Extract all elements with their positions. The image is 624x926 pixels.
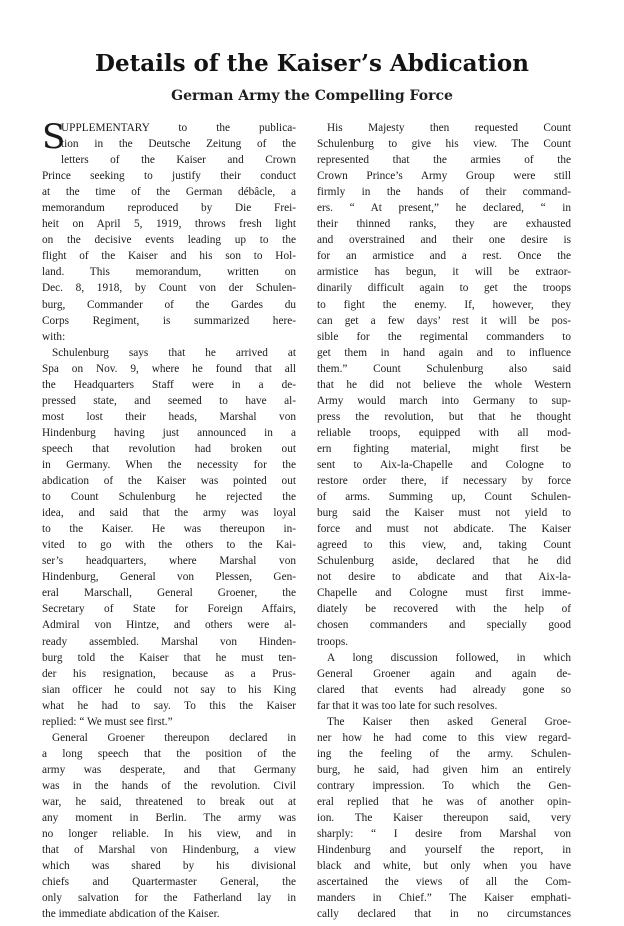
text-line: heit on April 5, 1919, throws fresh light — [42, 218, 296, 231]
text-line: what he had to say. To this the Kaiser — [42, 699, 296, 712]
text-line: restore order there, if necessary by force — [317, 475, 571, 488]
text-line: them.” Count Schulenburg also said — [317, 362, 571, 375]
text-line: replied: “ We must see first.” — [42, 715, 173, 728]
text-line: reliable troops, equipped with all mod- — [317, 426, 571, 439]
text-line: to the Kaiser. He was thereupon in- — [42, 523, 296, 536]
text-line: General Groener again and again de- — [317, 667, 571, 680]
text-line: Prince seeking to justify their conduct — [42, 170, 296, 183]
text-line: firmly in the hands of their command- — [317, 186, 571, 199]
text-line: pressed state, and seemed to have al- — [42, 394, 296, 407]
text-line: A long discussion followed, in which — [327, 651, 571, 664]
text-line: any moment in Berlin. The army was — [42, 812, 296, 825]
text-line: most lost their heads, Marshal von — [42, 410, 296, 423]
text-line: in Germany. When the necessity for the — [42, 458, 296, 471]
text-line: land. This memorandum, written on — [42, 266, 296, 279]
text-line: Corps Regiment, is summarized here- — [42, 314, 296, 327]
text-line: Admiral von Hintze, and others were al- — [42, 619, 296, 632]
text-line: press the revolution, but that he thought — [317, 410, 571, 423]
text-line: war, he said, threatened to break out at — [42, 795, 296, 808]
text-line: Hindenburg, General von Plessen, Gen- — [42, 571, 296, 584]
text-line: Crown Prince’s Army Group were still — [317, 170, 571, 183]
text-line: Secretary of State for Foreign Affairs, — [42, 603, 296, 616]
text-line: contrary impression. To which the Gen- — [317, 779, 571, 792]
text-line: get them in hand again and to influence — [317, 346, 571, 359]
text-line: idea, and said that the army was loyal — [42, 507, 296, 520]
text-line: burg told the Kaiser that he must ten- — [42, 651, 296, 664]
text-line: sian officer he could not say to his King — [42, 683, 296, 696]
text-line: Chapelle and Cologne must first imme- — [317, 587, 571, 600]
text-line: was in the hands of the revolution. Civil — [42, 779, 296, 792]
text-line: memorandum reproduced by Die Frei- — [42, 202, 296, 215]
text-line: their thinned ranks, they are exhausted — [317, 218, 571, 231]
text-line: Schulenburg aside, declared that he did — [317, 555, 571, 568]
text-line: with: — [42, 330, 66, 343]
text-line: represented that the armies of the — [317, 154, 571, 167]
text-line: of arms. Summing up, Count Schulen- — [317, 491, 571, 504]
left-column — [42, 117, 296, 922]
text-line: ascertained the views of all the Com- — [317, 876, 571, 889]
text-line: ready assembled. Marshal von Hinden- — [42, 635, 296, 648]
text-line: to fight the enemy. If, however, they — [317, 298, 571, 311]
text-line: black and white, but only when you have — [317, 860, 571, 873]
text-line: diately be recovered with the help of — [317, 603, 571, 616]
text-line: chiefs and Quartermaster General, the — [42, 876, 296, 889]
text-line: Hindenburg having just announced in a — [42, 426, 296, 439]
text-line: ner how he had come to this view regard- — [317, 731, 571, 744]
text-line: der his resignation, because as a Prus- — [42, 667, 296, 680]
text-line: letters of the Kaiser and Crown — [61, 154, 296, 167]
text-line: eral Marschall, General Groener, the — [42, 587, 296, 600]
text-line: on the decisive events leading up to the — [42, 234, 296, 247]
text-line: manders in Chief.” The Kaiser emphati- — [317, 892, 571, 905]
text-line: ser’s headquarters, where Marshal von — [42, 555, 296, 568]
article-title: Details of the Kaiser’s Abdication — [95, 50, 529, 77]
text-line: dinarily difficult again to get the troops — [317, 282, 571, 295]
text-line: at the time of the German débâcle, a — [42, 186, 296, 199]
text-line: sible for the regimental commanders to — [317, 330, 571, 343]
text-line: ion. The Kaiser thereupon said, very — [317, 812, 571, 825]
text-line: troops. — [317, 635, 349, 648]
text-line: Army would march into Germany to sup- — [317, 394, 571, 407]
text-line: Schulenburg to give his view. The Count — [317, 138, 571, 151]
text-line: armistice has begun, it will be extraor- — [317, 266, 571, 279]
drop-cap: S — [42, 117, 66, 157]
text-line: ing the feeling of the army. Schulen- — [317, 747, 571, 760]
text-line: General Groener thereupon declared in — [52, 731, 296, 744]
text-line: Hindenburg and yourself the report, in — [317, 844, 571, 857]
text-line: agreed to this view, and, taking Count — [317, 539, 571, 552]
text-line: UPPLEMENTARY to the publica- — [61, 122, 296, 134]
text-line: vited to go with the others to the Kai- — [42, 539, 296, 552]
text-line: that of Marshal von Hindenburg, a view — [42, 844, 296, 857]
text-line: Dec. 8, 1918, by Count von der Schulen- — [42, 282, 296, 295]
text-line: sharply: “ I desire from Marshal von — [317, 828, 571, 841]
text-line: Schulenburg says that he arrived at — [52, 346, 296, 359]
text-line: burg, Commander of the Gardes du — [42, 298, 296, 311]
text-line: eral replied that he was of another opin- — [317, 795, 571, 808]
text-line: burg, he said, had given him an entirely — [317, 763, 571, 776]
text-line: chosen commanders and specially good — [317, 619, 571, 632]
text-line: to Count Schulenburg he rejected the — [42, 491, 296, 504]
text-line: clared that events had already gone so — [317, 683, 571, 696]
text-line: the Headquarters Staff were in a de- — [42, 378, 296, 391]
text-line: only salvation for the Fatherland lay in — [42, 892, 296, 905]
text-line: for an armistice and a rest. Once the — [317, 250, 571, 263]
text-line: far that it was too late for such resolves. — [317, 699, 498, 712]
text-line: ern fighting material, might first be — [317, 442, 571, 455]
text-line: cally declared that in no circumstances — [317, 908, 571, 921]
text-line: army was desperate, and that Germany — [42, 763, 296, 776]
text-line: speech that revolution had broken out — [42, 442, 296, 455]
text-line: His Majesty then requested Count — [327, 122, 571, 134]
text-line: the immediate abdication of the Kaiser. — [42, 908, 220, 921]
text-line: a long speech that the position of the — [42, 747, 296, 760]
article-subtitle: German Army the Compelling Force — [171, 88, 453, 104]
text-line: force and must not abdicate. The Kaiser — [317, 523, 571, 536]
right-column — [317, 120, 571, 922]
text-line: that he did not believe the whole Western — [317, 378, 571, 391]
text-line: abdication of the Kaiser was pointed out — [42, 475, 296, 488]
text-line: which was shared by his divisional — [42, 860, 296, 873]
text-line: ers. “ At present,” he declared, “ in — [317, 202, 571, 215]
text-line: and overstrained and their one desire is — [317, 234, 571, 247]
text-line: The Kaiser then asked General Groe- — [327, 715, 571, 728]
text-line: tion in the Deutsche Zeitung of the — [61, 138, 296, 151]
text-line: sent to Aix-la-Chapelle and Cologne to — [317, 458, 571, 471]
text-line: flight of the Kaiser and his son to Hol- — [42, 250, 296, 263]
text-line: Spa on Nov. 9, where he found that all — [42, 362, 296, 375]
text-line: can get a few days’ rest it will be pos- — [317, 314, 571, 327]
text-line: not desire to abdicate and that Aix-la- — [317, 571, 571, 584]
text-line: burg said the Kaiser must not yield to — [317, 507, 571, 520]
text-line: no longer reliable. In his view, and in — [42, 828, 296, 841]
